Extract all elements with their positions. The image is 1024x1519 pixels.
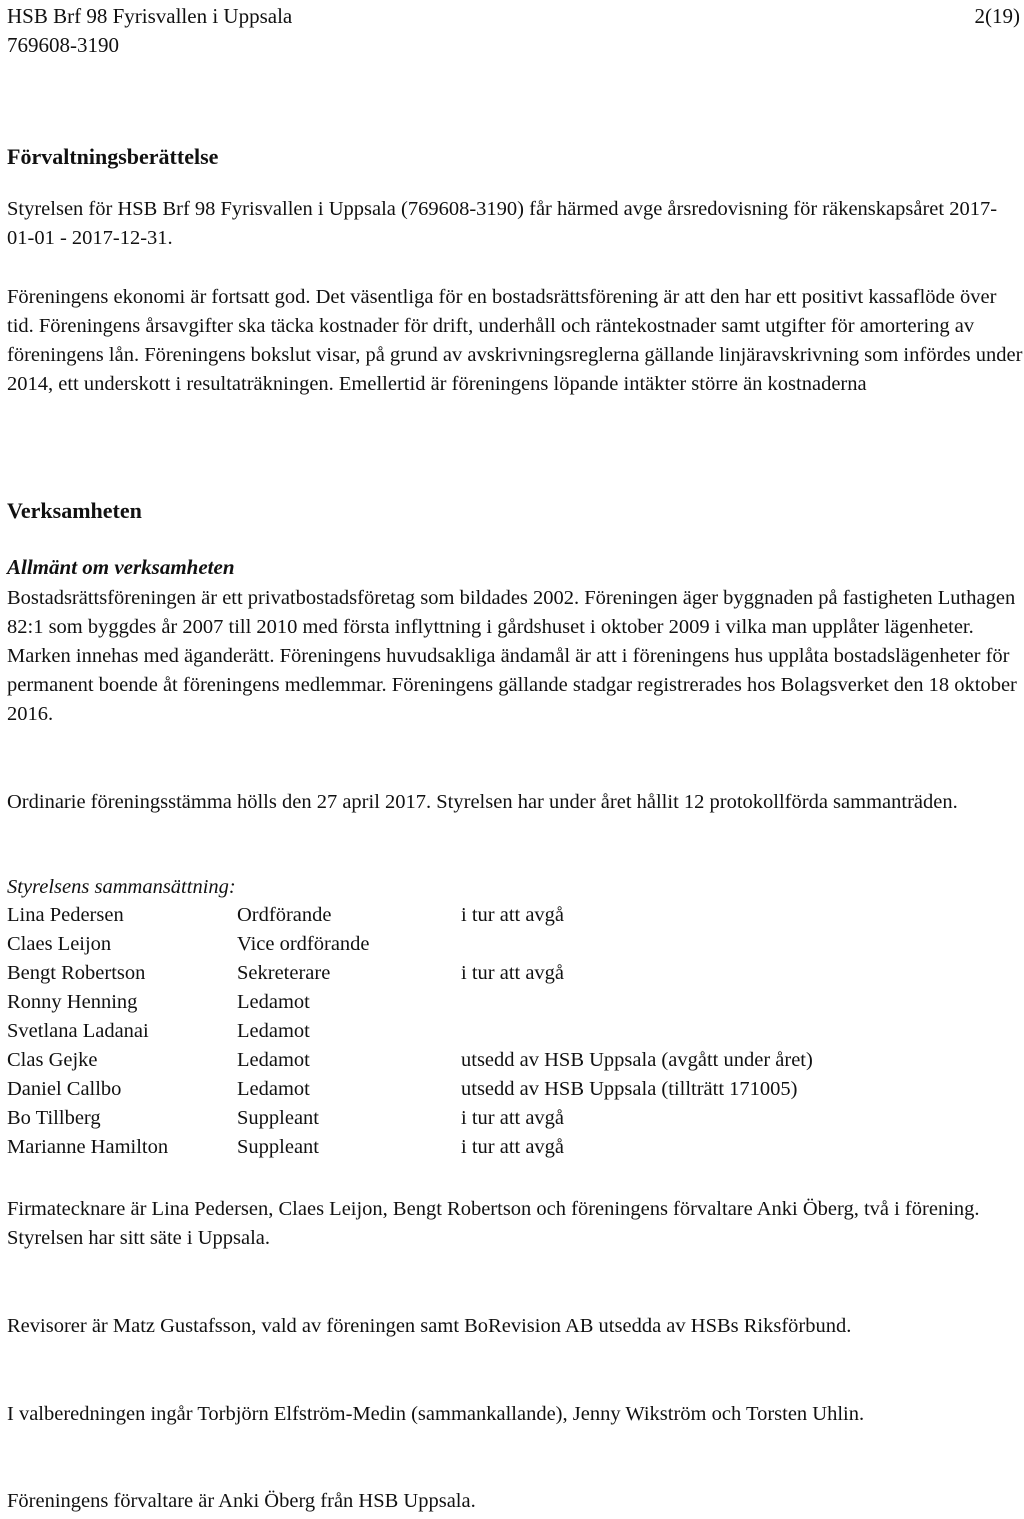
board-member-role: Suppleant [237,1107,319,1129]
board-member-row [7,1107,1021,1136]
manager-text: Föreningens förvaltare är Anki Öberg från HSB Uppsala. [7,1490,476,1512]
board-member-row [7,1078,1021,1107]
board-member-role: Ordförande [237,904,332,926]
meetings-text: Ordinarie föreningsstämma hölls den 27 april 2017. Styrelsen har under året hållit 12 protokollförda sammanträden. [7,791,958,813]
board-member-note: i tur att avgå [461,1107,565,1129]
board-member-role: Sekreterare [237,962,331,984]
general-text: Bostadsrättsföreningen är ett privatbostadsföretag som bildades 2002. Föreningen äger byggnaden på fastigheten Luthagen 82:1 som byggdes år 2007 till 2010 med första inflyttning i gårdshuset i oktober 2009 i vilka man upplåter lägenheter. Marken innehas med äganderätt. Föreningens huvudsakliga ändamål är att i föreningens hus upplåta bostadslägenheter för permanent boende åt föreningens medlemmar. Föreningens gällande stadgar registrerades hos Bolagsverket den 18 oktober 2016. [7,587,1017,725]
board-heading: Styrelsens sammansättning: [7,876,236,898]
board-member-row [7,1049,1021,1078]
board-member-row [7,933,1021,962]
board-table-body [7,904,1021,1165]
board-table [7,904,1021,1165]
signatories-paragraph [7,1195,1023,1253]
board-member-note [461,991,1021,1020]
board-member-role: Vice ordförande [237,933,370,955]
board-member-note: i tur att avgå [461,1136,565,1158]
nomination-text: I valberedningen ingår Torbjörn Elfström-Medin (sammankallande), Jenny Wikström och Torsten Uhlin. [7,1403,865,1425]
board-member-note: i tur att avgå [461,904,565,926]
board-member-row [7,1020,1021,1049]
board-member-note: i tur att avgå [461,962,565,984]
header-org-line: HSB Brf 98 Fyrisvallen i Uppsala [7,4,293,28]
meetings-paragraph [7,788,1023,817]
board-member-role: Ledamot [237,991,310,1013]
board-member-name: Lina Pedersen [7,904,124,926]
signatories-text: Firmatecknare är Lina Pedersen, Claes Leijon, Bengt Robertson och föreningens förvaltare Anki Öberg, två i förening. [7,1198,980,1220]
board-member-note [461,1020,1021,1049]
economy-text: Föreningens ekonomi är fortsatt god. Det väsentliga för en bostadsrättsförening är att den har ett positivt kassaflöde över tid. Föreningens årsavgifter ska täcka kostnader för drift, underhåll och räntekostnader samt utgifter för amortering av föreningens lån. Föreningens bokslut visar, på grund av avskrivningsreglerna gällande linjäravskrivning som infördes under 2014, ett underskott i resultaträkningen. Emellertid är föreningens löpande intäkter större än kostnaderna [7,286,1023,395]
board-member-role: Ledamot [237,1020,310,1042]
board-member-name: Daniel Callbo [7,1078,122,1100]
general-paragraph [7,584,1023,729]
economy-paragraph [7,283,1023,399]
header-org-number: 769608-3190 [7,33,119,57]
board-member-name: Marianne Hamilton [7,1136,169,1158]
board-member-note: utsedd av HSB Uppsala (tillträtt 171005) [461,1078,798,1100]
board-member-name: Clas Gejke [7,1049,98,1071]
board-member-note [461,933,1021,962]
board-member-row [7,991,1021,1020]
intro-paragraph [7,195,1023,253]
board-member-role: Ledamot [237,1049,310,1071]
seat-text: Styrelsen har sitt säte i Uppsala. [7,1227,271,1249]
board-member-row [7,1136,1021,1165]
board-member-row [7,904,1021,933]
board-member-name: Claes Leijon [7,933,112,955]
board-member-name: Bengt Robertson [7,962,146,984]
board-member-note: utsedd av HSB Uppsala (avgått under året) [461,1049,813,1071]
board-member-name: Svetlana Ladanai [7,1020,149,1042]
section-heading-forvaltning: Förvaltningsberättelse [7,144,219,169]
nomination-paragraph [7,1400,1023,1429]
board-member-role: Ledamot [237,1078,310,1100]
board-member-name: Ronny Henning [7,991,138,1013]
page-number: 2(19) [974,4,1020,28]
board-member-row [7,962,1021,991]
section-heading-verksamheten: Verksamheten [7,498,142,523]
auditors-paragraph [7,1312,1023,1341]
intro-text: Styrelsen för HSB Brf 98 Fyrisvallen i Uppsala (769608-3190) får härmed avge årsredovisning för räkenskapsåret 2017-01-01 - 2017-12-31. [7,198,998,249]
board-member-name: Bo Tillberg [7,1107,101,1129]
auditors-text: Revisorer är Matz Gustafsson, vald av föreningen samt BoRevision AB utsedda av HSBs Riksförbund. [7,1315,852,1337]
manager-paragraph [7,1487,1023,1516]
board-member-role: Suppleant [237,1136,319,1158]
sub-heading-general: Allmänt om verksamheten [7,555,235,579]
